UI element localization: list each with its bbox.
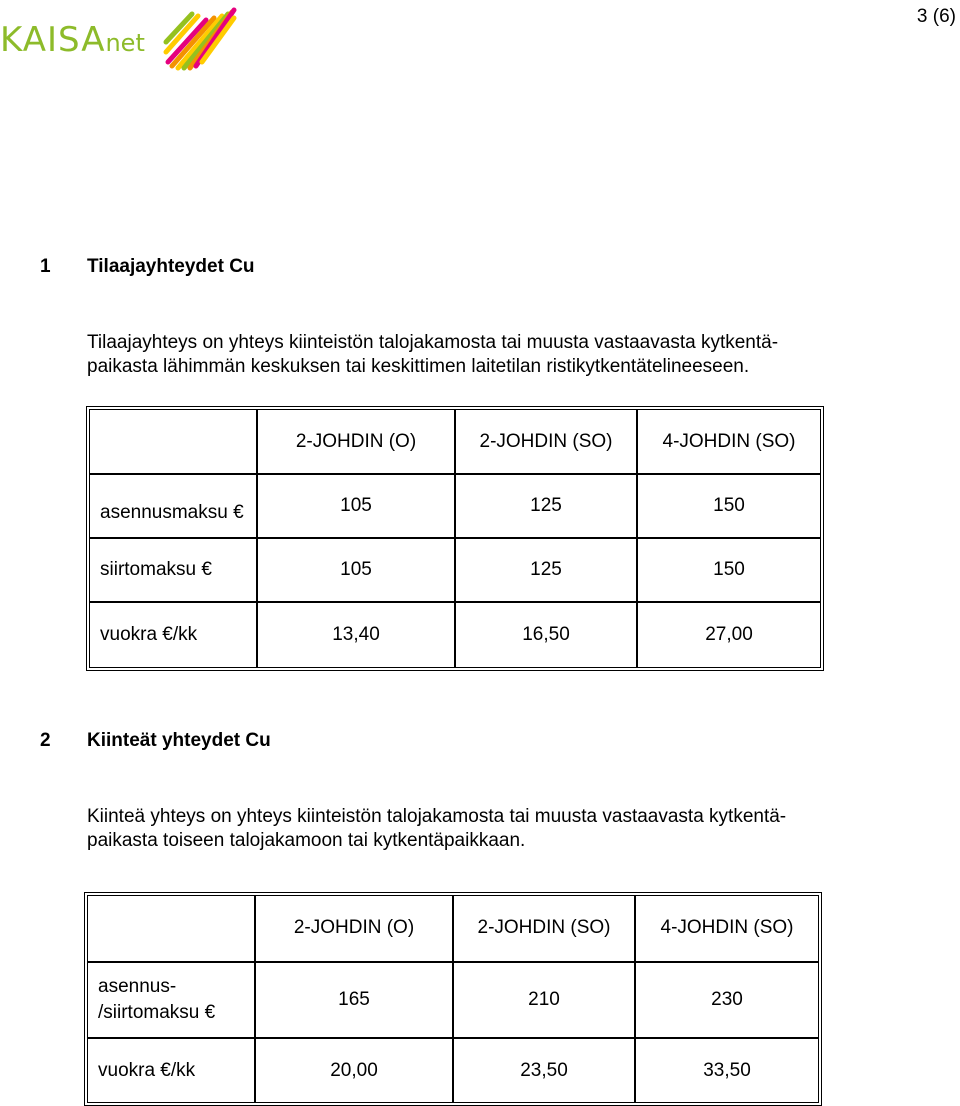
section-1-heading [40, 256, 255, 278]
table-cell: 230 [636, 963, 818, 1040]
table-cell: 23,50 [454, 1039, 636, 1102]
header-cell-empty [90, 410, 258, 475]
section-1-paragraph [87, 331, 927, 379]
section-2-line-2: paikasta toiseen talojakamoon tai kytkentäpaikkaan. [87, 830, 526, 851]
table-cell: 150 [638, 475, 820, 539]
table-row [90, 603, 820, 667]
kaisanet-logo [0, 0, 240, 75]
table-cell: 27,00 [705, 624, 753, 645]
row-label: siirtomaksu € [90, 539, 258, 603]
table-cell: 16,50 [456, 603, 638, 667]
section-2-line-1: Kiinteä yhteys on yhteys kiinteistön talojakamosta tai muusta vastaavasta kytkentä- [87, 806, 787, 827]
section-1-line-1: Tilaajayhteys on yhteys kiinteistön talojakamosta tai muusta vastaavasta kytkentä- [87, 332, 779, 353]
table-cell: 150 [638, 539, 820, 603]
header-cell: 2-JOHDIN (SO) [456, 410, 638, 475]
section-2-title: Kiinteät yhteydet Cu [87, 730, 271, 751]
row-label: vuokra €/kk [90, 603, 258, 667]
section-2-number: 2 [40, 730, 51, 751]
table-row [88, 1039, 818, 1102]
table-row [90, 475, 820, 539]
header-cell: 2-JOHDIN (O) [256, 896, 454, 963]
table-header-row [88, 896, 818, 963]
section-2-heading [40, 730, 271, 752]
table-cell: 125 [456, 475, 638, 539]
table-cell: 20,00 [256, 1039, 454, 1102]
section-1-price-table [86, 406, 824, 671]
page-number: 3 (6) [916, 6, 956, 27]
section-1-title: Tilaajayhteydet Cu [87, 256, 255, 277]
logo-text [0, 20, 145, 60]
header-cell: 4-JOHDIN (SO) [636, 896, 818, 963]
header-cell: 4-JOHDIN (SO) [638, 410, 820, 475]
header-cell: 2-JOHDIN (O) [258, 410, 456, 475]
table-cell: 13,40 [258, 603, 456, 667]
table-cell: 33,50 [703, 1059, 751, 1081]
table-row [90, 539, 820, 603]
logo-stripes-icon [162, 0, 238, 72]
table-cell: 125 [456, 539, 638, 603]
section-2-price-table [84, 892, 822, 1106]
header-cell-empty [88, 896, 256, 963]
table-cell: 105 [258, 475, 456, 539]
section-1-number: 1 [40, 256, 51, 277]
table-cell: 210 [454, 963, 636, 1040]
header-cell: 2-JOHDIN (SO) [454, 896, 636, 963]
table-cell: 105 [258, 539, 456, 603]
table-header-row [90, 410, 820, 475]
table-cell: 165 [256, 963, 454, 1040]
row-label: asennusmaksu € [90, 475, 258, 539]
section-2-paragraph [87, 805, 927, 853]
logo-main: KAISA [0, 20, 106, 60]
section-1-line-2: paikasta lähimmän keskuksen tai keskittimen laitetilan ristikytkentätelineeseen. [87, 356, 750, 377]
row-label: vuokra €/kk [88, 1039, 256, 1102]
table-row [88, 963, 818, 1040]
row-label: asennus- /siirtomaksu € [88, 963, 256, 1040]
logo-suffix: net [105, 29, 145, 57]
